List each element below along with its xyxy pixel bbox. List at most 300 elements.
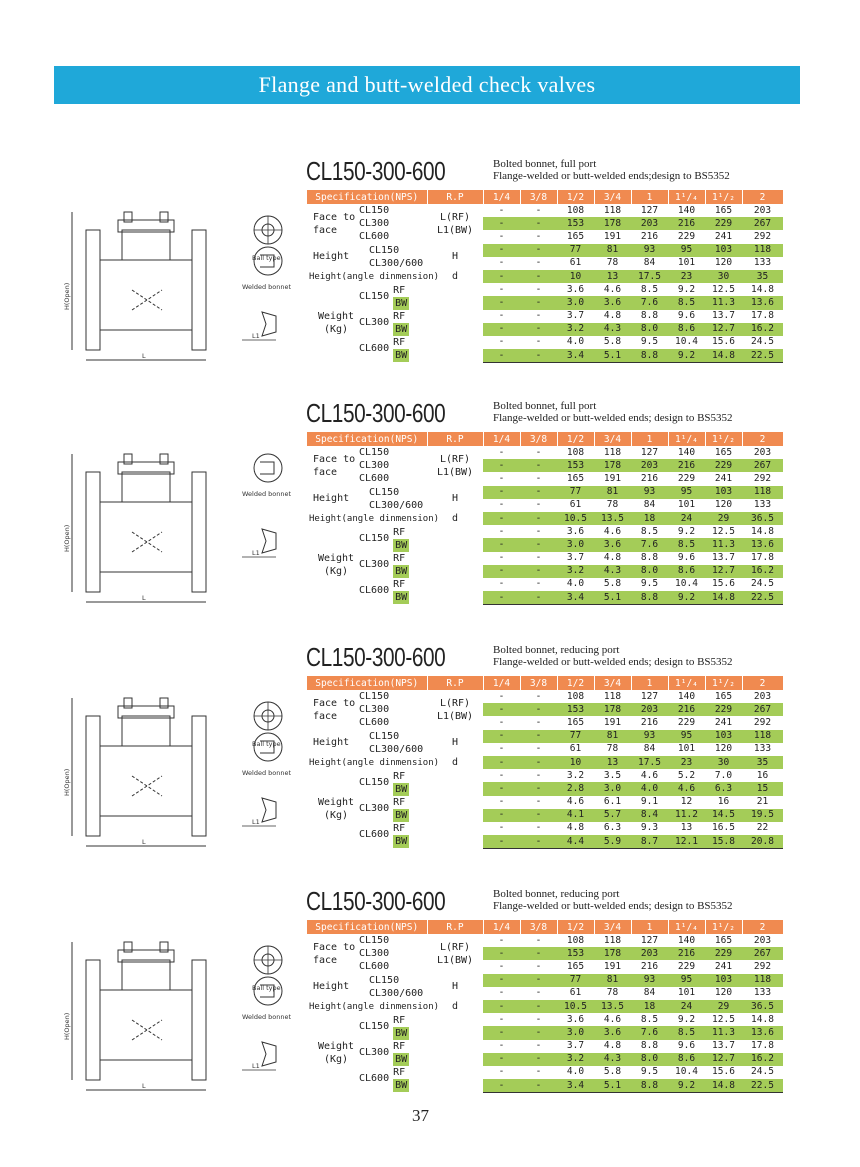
table-cell: 93 [631, 974, 668, 987]
row-sublabel: CL600 [359, 1072, 390, 1084]
face-to-face-label-cell [307, 204, 427, 244]
section-title: CL150-300-600 [306, 398, 446, 428]
welded-bonnet-label: Welded bonnet [242, 769, 292, 777]
table-cell: 17.5 [631, 270, 668, 283]
table-cell: 120 [714, 499, 733, 511]
table-cell: 108 [566, 934, 585, 946]
table-cell: - [535, 987, 542, 999]
table-cell: 4.3 [594, 1053, 631, 1066]
table-cell: - [520, 809, 557, 822]
table-cell: 203 [753, 446, 772, 458]
rp-empty-cell [427, 525, 483, 605]
row-sublabel: CL300 [359, 218, 390, 230]
table-cell: 267 [742, 217, 783, 230]
table-cell: 292 [753, 472, 772, 484]
table-cell: 4.6 [566, 796, 585, 808]
table-cell: 84 [643, 987, 656, 999]
table-row [307, 525, 783, 538]
table-cell: 191 [603, 230, 622, 242]
column-header: 1 [631, 190, 668, 204]
table-cell: 3.0 [557, 538, 594, 551]
table-cell: 9.6 [677, 552, 696, 564]
table-cell: - [483, 1026, 520, 1039]
table-cell: 267 [742, 947, 783, 960]
table-cell: 153 [557, 703, 594, 716]
table-cell: - [535, 336, 542, 348]
column-header: 2 [742, 190, 783, 204]
table-cell: 8.5 [668, 538, 705, 551]
table-row [307, 204, 783, 217]
height-label-cell [307, 974, 427, 1000]
row-sublabel: RF [393, 1040, 406, 1052]
row-sublabel: CL150 [369, 244, 400, 256]
row-sublabel: CL600 [359, 828, 390, 840]
table-cell: 9.1 [640, 796, 659, 808]
table-cell: 23 [668, 756, 705, 769]
column-header: 1 [631, 920, 668, 934]
table-cell: - [498, 716, 505, 728]
row-sublabel: L(RF) [439, 211, 471, 223]
table-cell: - [520, 270, 557, 283]
column-header: 1¹/₄ [668, 190, 705, 204]
table-cell: 81 [594, 730, 631, 743]
l1-label: L1 [252, 1062, 260, 1070]
table-cell: 9.2 [668, 591, 705, 605]
table-cell: 133 [753, 499, 772, 511]
table-cell: 4.6 [668, 782, 705, 795]
table-cell: 165 [566, 230, 585, 242]
table-cell: 7.6 [631, 1026, 668, 1039]
column-header: 1/2 [557, 432, 594, 446]
table-cell: - [483, 1079, 520, 1093]
table-cell: - [483, 296, 520, 309]
table-cell: 4.4 [557, 835, 594, 849]
page-number: 37 [412, 1106, 429, 1125]
table-cell: - [535, 934, 542, 946]
table-cell: 5.8 [603, 578, 622, 590]
rp-label-cell [427, 690, 483, 730]
table-cell: 127 [640, 446, 659, 458]
row-sublabel: CL300 [359, 558, 390, 570]
table-cell: - [498, 987, 505, 999]
table-cell: 118 [742, 730, 783, 743]
row-sublabel: CL150 [359, 205, 390, 217]
table-cell: 13.6 [742, 538, 783, 551]
column-header: 3/8 [520, 190, 557, 204]
row-sublabel: L1(BW) [436, 710, 474, 722]
table-cell: 24 [668, 512, 705, 525]
table-cell: 15.6 [712, 1066, 735, 1078]
table-cell: 229 [705, 459, 742, 472]
table-cell: 3.6 [594, 296, 631, 309]
table-cell: - [483, 323, 520, 336]
column-header: 1/2 [557, 190, 594, 204]
table-cell: 3.2 [566, 769, 585, 781]
table-cell: 292 [753, 716, 772, 728]
rp-label-cell [427, 244, 483, 270]
table-cell: 93 [631, 486, 668, 499]
table-cell: 8.0 [631, 1053, 668, 1066]
weight-label-cell [307, 525, 427, 605]
table-cell: 20.8 [742, 835, 783, 849]
table-cell: 4.6 [603, 525, 622, 537]
row-sublabel: RF [393, 578, 406, 590]
table-cell: 19.5 [742, 809, 783, 822]
rp-label-cell [427, 204, 483, 244]
row-label: Height(angle dinmension) [309, 757, 440, 768]
table-cell: - [520, 835, 557, 849]
table-cell: 4.3 [594, 323, 631, 336]
table-cell: 9.2 [677, 525, 696, 537]
table-cell: 178 [594, 947, 631, 960]
table-cell: 12.7 [705, 323, 742, 336]
table-cell: 4.8 [566, 822, 585, 834]
row-sublabel: CL150 [359, 935, 390, 947]
welded-bonnet-label: Welded bonnet [242, 283, 292, 291]
table-cell: 165 [714, 934, 733, 946]
column-header: 1 [631, 676, 668, 690]
row-sublabel: H [451, 736, 459, 748]
table-cell: - [498, 769, 505, 781]
table-cell: 78 [606, 987, 619, 999]
column-header: 3/4 [594, 920, 631, 934]
row-sublabel: CL600 [359, 342, 390, 354]
table-cell: 12.5 [712, 1013, 735, 1025]
height-dimension-label: H(Open) [63, 1012, 71, 1040]
table-cell: - [520, 1053, 557, 1066]
table-cell: 101 [677, 743, 696, 755]
row-sublabel: BW [395, 565, 408, 577]
welded-bonnet-label: Welded bonnet [242, 1013, 292, 1021]
welded-bonnet-label: Welded bonnet [242, 490, 292, 498]
table-cell: 13.6 [742, 1026, 783, 1039]
table-cell: 165 [714, 690, 733, 702]
table-cell: 165 [566, 716, 585, 728]
table-cell: 8.0 [631, 323, 668, 336]
table-cell: - [520, 244, 557, 257]
table-cell: 9.6 [677, 310, 696, 322]
table-cell: 9.2 [677, 283, 696, 295]
table-header-row [307, 432, 783, 446]
table-cell: - [520, 323, 557, 336]
section-description [493, 158, 730, 182]
table-row [307, 690, 783, 703]
row-sublabel: L(RF) [439, 941, 471, 953]
table-cell: 9.2 [668, 349, 705, 363]
table-cell: 8.4 [631, 809, 668, 822]
row-sublabel: RF [393, 310, 406, 322]
table-cell: 3.6 [594, 538, 631, 551]
table-cell: 8.8 [631, 1079, 668, 1093]
table-cell: - [535, 716, 542, 728]
row-label: Height(angle dinmension) [309, 1001, 440, 1012]
column-header: 1¹/₂ [705, 432, 742, 446]
row-sublabel: CL300/600 [369, 499, 424, 511]
table-cell: 11.3 [705, 1026, 742, 1039]
table-cell: 29 [705, 512, 742, 525]
table-cell: 61 [569, 987, 582, 999]
row-sublabel: H [451, 250, 459, 262]
column-header: 1/4 [483, 432, 520, 446]
table-cell: 118 [742, 244, 783, 257]
table-cell: 5.1 [594, 349, 631, 363]
table-cell: 191 [603, 960, 622, 972]
table-cell: 18 [631, 512, 668, 525]
table-cell: - [498, 283, 505, 295]
table-cell: 12 [680, 796, 693, 808]
row-sublabel: L(RF) [439, 453, 471, 465]
table-cell: 3.7 [566, 552, 585, 564]
l1-label: L1 [252, 549, 260, 557]
table-cell: - [535, 230, 542, 242]
section-description-line-1: Bolted bonnet, full port [493, 400, 597, 412]
table-cell: 203 [631, 459, 668, 472]
table-cell: 23 [668, 270, 705, 283]
rp-empty-cell [427, 1013, 483, 1093]
table-cell: 30 [705, 756, 742, 769]
column-header: R.P [427, 432, 483, 446]
table-cell: 15 [742, 782, 783, 795]
table-cell: - [520, 782, 557, 795]
table-cell: 3.6 [566, 1013, 585, 1025]
table-cell: 4.0 [566, 336, 585, 348]
row-sublabel: BW [395, 1027, 408, 1039]
table-cell: 8.5 [668, 296, 705, 309]
row-sublabel: BW [395, 1053, 408, 1065]
table-cell: 84 [643, 257, 656, 269]
section-description [493, 644, 733, 668]
row-sublabel: BW [395, 323, 408, 335]
face-to-face-label-cell [307, 690, 427, 730]
table-cell: 216 [640, 716, 659, 728]
butt-weld-end-detail [242, 312, 276, 340]
table-cell: - [535, 822, 542, 834]
section-description-line-1: Bolted bonnet, reducing port [493, 888, 620, 900]
table-cell: 8.6 [668, 323, 705, 336]
valve-drawing [62, 920, 312, 1100]
table-cell: 14.8 [705, 591, 742, 605]
table-cell: 153 [557, 217, 594, 230]
table-cell: 77 [557, 244, 594, 257]
table-cell: 13 [680, 822, 693, 834]
table-cell: 61 [569, 499, 582, 511]
table-cell: 103 [705, 244, 742, 257]
table-cell: 13 [594, 756, 631, 769]
table-cell: 4.0 [566, 1066, 585, 1078]
table-cell: 267 [742, 703, 783, 716]
row-sublabel: CL150 [359, 776, 390, 788]
table-cell: 140 [677, 690, 696, 702]
rp-label-cell [427, 934, 483, 974]
row-sublabel: CL150 [359, 447, 390, 459]
height-dimension-label: H(Open) [63, 768, 71, 796]
table-cell: 29 [705, 1000, 742, 1013]
row-label: Weight (Kg) [317, 796, 355, 821]
row-sublabel: CL600 [359, 584, 390, 596]
row-sublabel: H [451, 492, 459, 504]
height-dimension-label: H(Open) [63, 282, 71, 310]
table-cell: 216 [668, 459, 705, 472]
table-cell: - [535, 446, 542, 458]
table-cell: - [520, 349, 557, 363]
table-cell: 16.2 [742, 1053, 783, 1066]
column-header: 3/4 [594, 676, 631, 690]
table-cell: - [535, 257, 542, 269]
column-header: 3/8 [520, 676, 557, 690]
row-sublabel: CL300 [359, 316, 390, 328]
table-cell: 203 [753, 690, 772, 702]
table-cell: 81 [594, 974, 631, 987]
table-cell: 78 [606, 499, 619, 511]
table-cell: 120 [714, 987, 733, 999]
table-cell: - [498, 578, 505, 590]
column-header: 1/4 [483, 920, 520, 934]
spec-table [307, 676, 784, 849]
table-cell: 15.8 [705, 835, 742, 849]
table-cell: - [498, 796, 505, 808]
table-cell: 9.2 [677, 1013, 696, 1025]
table-cell: - [520, 217, 557, 230]
table-cell: 7.6 [631, 538, 668, 551]
table-cell: 11.3 [705, 296, 742, 309]
table-cell: 241 [714, 472, 733, 484]
table-cell: 78 [606, 257, 619, 269]
table-row [307, 1013, 783, 1026]
table-cell: 10.4 [675, 336, 698, 348]
row-sublabel: CL150 [359, 1020, 390, 1032]
table-cell: - [483, 270, 520, 283]
table-cell: - [483, 591, 520, 605]
table-row [307, 486, 783, 499]
table-cell: - [498, 336, 505, 348]
row-sublabel: RF [393, 284, 406, 296]
table-cell: 103 [705, 486, 742, 499]
table-cell: 118 [603, 204, 622, 216]
table-cell: 6.3 [705, 782, 742, 795]
length-label: L [142, 838, 146, 846]
table-cell: - [483, 809, 520, 822]
table-cell: - [535, 796, 542, 808]
table-cell: 78 [606, 743, 619, 755]
table-cell: - [483, 730, 520, 743]
table-cell: 241 [714, 230, 733, 242]
table-cell: - [520, 756, 557, 769]
table-cell: 8.0 [631, 565, 668, 578]
table-cell: - [520, 565, 557, 578]
column-header: 1/4 [483, 676, 520, 690]
butt-weld-end-detail [242, 529, 276, 557]
table-cell: 35 [742, 270, 783, 283]
table-cell: 5.1 [594, 591, 631, 605]
table-cell: 13.7 [712, 552, 735, 564]
table-cell: 133 [753, 987, 772, 999]
table-cell: 229 [705, 947, 742, 960]
table-cell: 118 [742, 974, 783, 987]
table-cell: 101 [677, 499, 696, 511]
row-sublabel: d [451, 1000, 459, 1012]
row-sublabel: CL150 [369, 486, 400, 498]
table-cell: - [498, 690, 505, 702]
table-cell: 12.7 [705, 565, 742, 578]
welded-bonnet-detail [242, 454, 292, 498]
row-sublabel: CL300/600 [369, 257, 424, 269]
table-cell: - [520, 591, 557, 605]
table-cell: 8.5 [640, 525, 659, 537]
column-header: R.P [427, 920, 483, 934]
table-cell: 6.3 [603, 822, 622, 834]
table-cell: - [535, 204, 542, 216]
column-header: 3/4 [594, 432, 631, 446]
table-cell: 118 [603, 690, 622, 702]
table-cell: 216 [668, 947, 705, 960]
table-cell: - [498, 499, 505, 511]
column-header: R.P [427, 676, 483, 690]
table-cell: - [498, 257, 505, 269]
table-cell: 3.2 [557, 1053, 594, 1066]
table-cell: 8.8 [640, 552, 659, 564]
table-cell: 10 [557, 270, 594, 283]
table-cell: - [483, 486, 520, 499]
table-cell: 5.8 [603, 336, 622, 348]
table-cell: 4.1 [557, 809, 594, 822]
ball-type-label: Ball type [252, 254, 281, 262]
face-to-face-label-cell [307, 934, 427, 974]
table-cell: 13 [594, 270, 631, 283]
column-header: 1¹/₄ [668, 432, 705, 446]
table-cell: 8.8 [640, 310, 659, 322]
table-cell: 77 [557, 486, 594, 499]
row-label: Height(angle dinmension) [309, 271, 440, 282]
table-cell: - [520, 974, 557, 987]
column-header: 1¹/₄ [668, 676, 705, 690]
row-sublabel: CL300 [359, 948, 390, 960]
table-cell: 12.1 [668, 835, 705, 849]
row-sublabel: CL300/600 [369, 743, 424, 755]
row-label: Face to face [313, 941, 356, 966]
table-cell: 9.3 [640, 822, 659, 834]
table-cell: 36.5 [742, 512, 783, 525]
table-cell: 203 [753, 934, 772, 946]
table-cell: 229 [677, 716, 696, 728]
table-cell: 93 [631, 244, 668, 257]
table-cell: 108 [566, 446, 585, 458]
table-cell: 95 [668, 486, 705, 499]
table-cell: - [483, 756, 520, 769]
table-cell: 16.2 [742, 565, 783, 578]
row-sublabel: BW [395, 783, 408, 795]
table-cell: 191 [603, 716, 622, 728]
table-cell: 4.3 [594, 565, 631, 578]
weight-label-cell [307, 283, 427, 363]
table-cell: 127 [640, 690, 659, 702]
row-label: Height [313, 980, 350, 992]
section-description [493, 400, 733, 424]
table-cell: - [535, 552, 542, 564]
butt-weld-end-detail [242, 798, 276, 826]
table-cell: - [535, 1040, 542, 1052]
row-label: Weight (Kg) [317, 552, 355, 577]
table-row [307, 446, 783, 459]
table-cell: 127 [640, 934, 659, 946]
column-header: Specification(NPS) [307, 432, 427, 446]
table-cell: 16.5 [712, 822, 735, 834]
row-sublabel: d [451, 756, 459, 768]
column-header: 1¹/₂ [705, 676, 742, 690]
table-header-row [307, 920, 783, 934]
table-cell: 22.5 [742, 1079, 783, 1093]
table-cell: 93 [631, 730, 668, 743]
table-cell: 8.6 [668, 1053, 705, 1066]
